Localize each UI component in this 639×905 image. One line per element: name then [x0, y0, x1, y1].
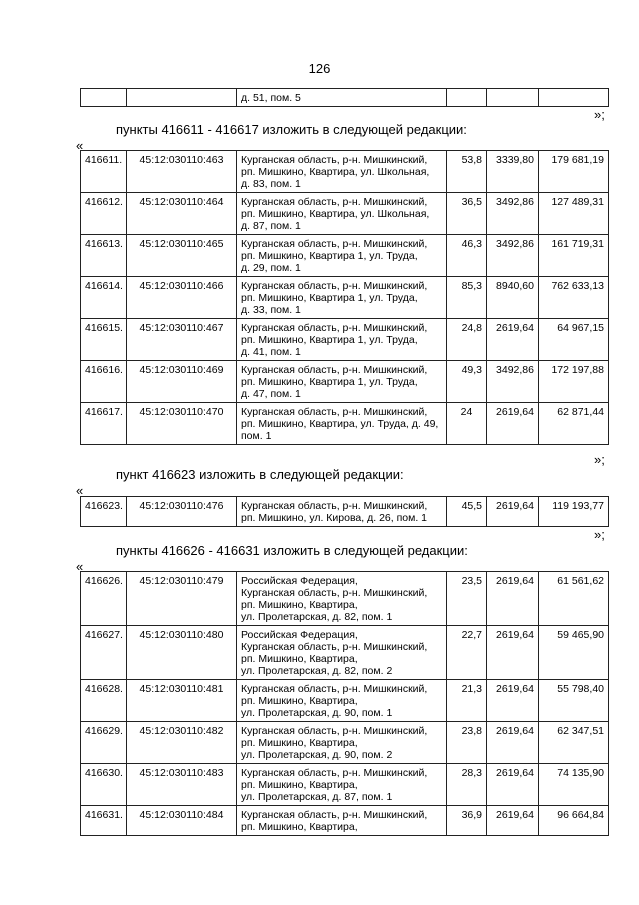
cell-cost: 96 664,84 — [539, 806, 609, 836]
cell-rate: 2619,64 — [487, 572, 539, 626]
address-line: рп. Мишкино, Квартира, ул. Школьная, — [241, 166, 430, 178]
address-line: д. 29, пом. 1 — [241, 262, 301, 274]
cell-cadastral: 45:12:030110:470 — [127, 403, 237, 445]
cell-cadastral: 45:12:030110:463 — [127, 151, 237, 193]
cell-cost: 64 967,15 — [539, 319, 609, 361]
cell-cost: 59 465,90 — [539, 626, 609, 680]
cell-area: 23,8 — [447, 722, 487, 764]
cell-rate: 2619,64 — [487, 722, 539, 764]
cell-address — [237, 277, 447, 319]
cell-rate: 2619,64 — [487, 806, 539, 836]
address-line: Курганская область, р-н. Мишкинский, — [241, 641, 428, 653]
cell-rate: 3339,80 — [487, 151, 539, 193]
cell-rate: 2619,64 — [487, 497, 539, 527]
page-number: 126 — [308, 61, 331, 76]
address-line: Курганская область, р-н. Мишкинский, — [241, 322, 428, 334]
cell-address — [237, 764, 447, 806]
cell-cadastral: 45:12:030110:479 — [127, 572, 237, 626]
cell-cadastral — [127, 89, 237, 107]
cell-cadastral: 45:12:030110:482 — [127, 722, 237, 764]
section-table-2 — [80, 496, 609, 527]
address-line: д. 83, пом. 1 — [241, 178, 301, 190]
closing-quote: »; — [594, 452, 605, 467]
address-line: ул. Пролетарская, д. 82, пом. 1 — [241, 611, 393, 623]
cell-area: 46,3 — [447, 235, 487, 277]
cell-rate: 8940,60 — [487, 277, 539, 319]
cell-number: 416612. — [81, 193, 127, 235]
cell-cost: 74 135,90 — [539, 764, 609, 806]
cell-number: 416628. — [81, 680, 127, 722]
cell-cost: 55 798,40 — [539, 680, 609, 722]
cell-cost: 762 633,13 — [539, 277, 609, 319]
table-row — [81, 680, 609, 722]
cell-address — [237, 626, 447, 680]
cell-area: 45,5 — [447, 497, 487, 527]
cell-address — [237, 722, 447, 764]
cell-number: 416617. — [81, 403, 127, 445]
opening-quote: « — [76, 483, 84, 498]
opening-quote: « — [76, 559, 84, 574]
cell-address — [237, 235, 447, 277]
cell-cadastral: 45:12:030110:466 — [127, 277, 237, 319]
address-line: рп. Мишкино, Квартира 1, ул. Труда, — [241, 376, 418, 388]
closing-quote: »; — [594, 527, 605, 542]
address-line: рп. Мишкино, Квартира 1, ул. Труда, — [241, 250, 418, 262]
cell-address — [237, 680, 447, 722]
address-line: Курганская область, р-н. Мишкинский, — [241, 364, 428, 376]
cell-rate: 3492,86 — [487, 235, 539, 277]
address-line: д. 41, пом. 1 — [241, 346, 301, 358]
cell-rate: 2619,64 — [487, 319, 539, 361]
address-line: Курганская область, р-н. Мишкинский, — [241, 809, 428, 821]
cell-number: 416614. — [81, 277, 127, 319]
cell-number: 416629. — [81, 722, 127, 764]
prev-page-table — [80, 88, 609, 107]
cell-area: 24 — [447, 403, 487, 445]
cell-number — [81, 89, 127, 107]
table-row — [81, 361, 609, 403]
table-row — [81, 319, 609, 361]
cell-cost: 62 871,44 — [539, 403, 609, 445]
section-heading: пункты 416611 - 416617 изложить в следующей редакции: — [116, 122, 467, 137]
cell-address — [237, 497, 447, 527]
address-line: Российская Федерация, — [241, 575, 358, 587]
cell-cost: 127 489,31 — [539, 193, 609, 235]
address-line: рп. Мишкино, Квартира, — [241, 737, 358, 749]
cell-number: 416630. — [81, 764, 127, 806]
table-row — [81, 806, 609, 836]
cell-address — [237, 403, 447, 445]
address-line: рп. Мишкино, Квартира, ул. Школьная, — [241, 208, 430, 220]
cell-area: 85,3 — [447, 277, 487, 319]
address-line: ул. Пролетарская, д. 87, пом. 1 — [241, 791, 393, 803]
cell-address — [237, 319, 447, 361]
section-heading: пункты 416626 - 416631 изложить в следующей редакции: — [116, 543, 468, 558]
cell-area: 49,3 — [447, 361, 487, 403]
cell-area: 36,9 — [447, 806, 487, 836]
address-line: рп. Мишкино, Квартира, ул. Труда, д. 49, — [241, 418, 439, 430]
cell-number: 416631. — [81, 806, 127, 836]
closing-quote: »; — [594, 107, 605, 122]
address-line: Российская Федерация, — [241, 629, 358, 641]
cell-address — [237, 572, 447, 626]
table-row — [81, 277, 609, 319]
cell-number: 416627. — [81, 626, 127, 680]
address-line: рп. Мишкино, Квартира, — [241, 821, 358, 833]
cell-area: 28,3 — [447, 764, 487, 806]
address-line: д. 47, пом. 1 — [241, 388, 301, 400]
cell-area: 22,7 — [447, 626, 487, 680]
address-line: Курганская область, р-н. Мишкинский, — [241, 196, 428, 208]
address-line: рп. Мишкино, Квартира, — [241, 653, 358, 665]
cell-rate — [487, 89, 539, 107]
address-line: ул. Пролетарская, д. 82, пом. 2 — [241, 665, 393, 677]
table-row — [81, 764, 609, 806]
section-heading: пункт 416623 изложить в следующей редакции: — [116, 467, 404, 482]
cell-area: 36,5 — [447, 193, 487, 235]
cell-area: 23,5 — [447, 572, 487, 626]
cell-address — [237, 806, 447, 836]
cell-address: д. 51, пом. 5 — [237, 89, 447, 107]
cell-number: 416611. — [81, 151, 127, 193]
address-line: д. 87, пом. 1 — [241, 220, 301, 232]
cell-cost — [539, 89, 609, 107]
cell-cadastral: 45:12:030110:483 — [127, 764, 237, 806]
address-line: пом. 1 — [241, 430, 272, 442]
table-row — [81, 722, 609, 764]
address-line: Курганская область, р-н. Мишкинский, — [241, 725, 428, 737]
cell-cost: 172 197,88 — [539, 361, 609, 403]
address-line: Курганская область, р-н. Мишкинский, — [241, 238, 428, 250]
cell-rate: 2619,64 — [487, 626, 539, 680]
address-line: Курганская область, р-н. Мишкинский, — [241, 154, 428, 166]
cell-address — [237, 193, 447, 235]
cell-rate: 2619,64 — [487, 403, 539, 445]
table-row — [81, 193, 609, 235]
cell-cadastral: 45:12:030110:467 — [127, 319, 237, 361]
address-line: рп. Мишкино, ул. Кирова, д. 26, пом. 1 — [241, 512, 427, 524]
address-line: рп. Мишкино, Квартира, — [241, 695, 358, 707]
cell-cadastral: 45:12:030110:465 — [127, 235, 237, 277]
address-line: Курганская область, р-н. Мишкинский, — [241, 406, 428, 418]
address-line: Курганская область, р-н. Мишкинский, — [241, 683, 428, 695]
table-row — [81, 89, 609, 107]
cell-address — [237, 151, 447, 193]
cell-rate: 2619,64 — [487, 680, 539, 722]
cell-number: 416615. — [81, 319, 127, 361]
address-line: д. 33, пом. 1 — [241, 304, 301, 316]
table-row — [81, 235, 609, 277]
cell-cost: 62 347,51 — [539, 722, 609, 764]
cell-number: 416613. — [81, 235, 127, 277]
cell-cadastral: 45:12:030110:484 — [127, 806, 237, 836]
section-table-3 — [80, 571, 609, 836]
cell-cadastral: 45:12:030110:464 — [127, 193, 237, 235]
address-line: рп. Мишкино, Квартира, — [241, 599, 358, 611]
address-line: рп. Мишкино, Квартира 1, ул. Труда, — [241, 292, 418, 304]
cell-area: 53,8 — [447, 151, 487, 193]
address-line: Курганская область, р-н. Мишкинский, — [241, 280, 428, 292]
cell-rate: 2619,64 — [487, 764, 539, 806]
cell-cost: 61 561,62 — [539, 572, 609, 626]
cell-address — [237, 361, 447, 403]
cell-area — [447, 89, 487, 107]
address-line: ул. Пролетарская, д. 90, пом. 1 — [241, 707, 393, 719]
section-table-1 — [80, 150, 609, 445]
address-line: рп. Мишкино, Квартира 1, ул. Труда, — [241, 334, 418, 346]
address-line: Курганская область, р-н. Мишкинский, — [241, 587, 428, 599]
cell-cadastral: 45:12:030110:481 — [127, 680, 237, 722]
table-row — [81, 626, 609, 680]
cell-rate: 3492,86 — [487, 193, 539, 235]
cell-number: 416626. — [81, 572, 127, 626]
cell-number: 416616. — [81, 361, 127, 403]
table-row — [81, 572, 609, 626]
table-row — [81, 403, 609, 445]
table-row — [81, 497, 609, 527]
address-line: ул. Пролетарская, д. 90, пом. 2 — [241, 749, 393, 761]
cell-cost: 179 681,19 — [539, 151, 609, 193]
cell-cadastral: 45:12:030110:476 — [127, 497, 237, 527]
address-line: рп. Мишкино, Квартира, — [241, 779, 358, 791]
cell-rate: 3492,86 — [487, 361, 539, 403]
cell-area: 21,3 — [447, 680, 487, 722]
address-line: Курганская область, р-н. Мишкинский, — [241, 767, 428, 779]
opening-quote: « — [76, 138, 84, 153]
cell-cadastral: 45:12:030110:480 — [127, 626, 237, 680]
table-row — [81, 151, 609, 193]
address-line: Курганская область, р-н. Мишкинский, — [241, 500, 428, 512]
cell-cost: 161 719,31 — [539, 235, 609, 277]
cell-number: 416623. — [81, 497, 127, 527]
cell-area: 24,8 — [447, 319, 487, 361]
cell-cadastral: 45:12:030110:469 — [127, 361, 237, 403]
cell-cost: 119 193,77 — [539, 497, 609, 527]
